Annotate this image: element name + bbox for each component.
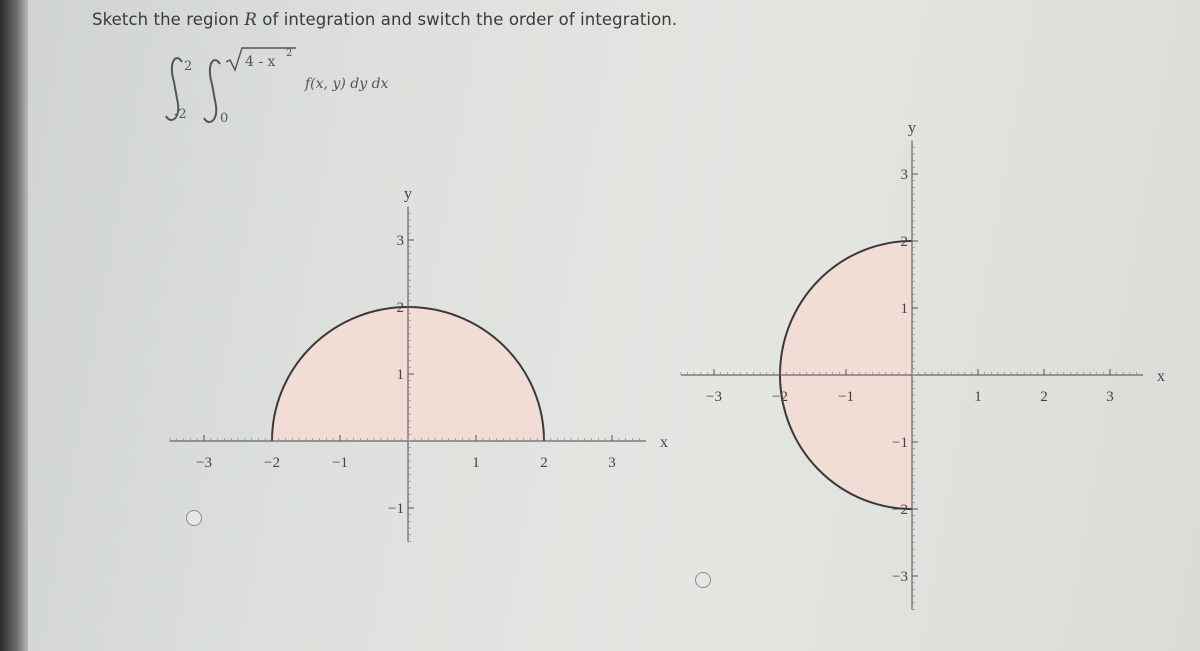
graph-choice-b (700, 119, 1170, 609)
integrand: f(x, y) dy dx (305, 76, 389, 92)
y-tick-label: 3 (396, 233, 404, 249)
inner-integral-sign (204, 60, 220, 122)
prompt-suffix: of integration and switch the order of integration. (256, 10, 678, 29)
prompt-prefix: Sketch the region (92, 10, 245, 29)
y-tick-label: −3 (892, 569, 908, 585)
y-tick-label: −2 (892, 502, 908, 518)
x-axis-label: x (660, 434, 668, 451)
y-tick-label: 1 (396, 367, 404, 383)
outer-lower-limit: -2 (174, 107, 187, 122)
x-tick-label: 3 (608, 455, 616, 471)
x-tick-label: −3 (196, 455, 212, 471)
x-tick-label: 2 (540, 455, 548, 471)
y-tick-label: 3 (900, 167, 908, 183)
y-tick-label: 2 (396, 300, 404, 316)
x-tick-label: −1 (838, 389, 854, 405)
y-tick-label: 2 (900, 234, 908, 250)
y-axis-label: y (404, 185, 412, 203)
x-tick-label: 2 (1040, 389, 1048, 405)
monitor-bezel (0, 0, 28, 651)
double-integral (160, 42, 460, 132)
y-axis-label: y (908, 119, 916, 137)
inner-upper-exponent: 2 (286, 48, 293, 59)
y-tick-label: 1 (900, 301, 908, 317)
x-tick-label: −3 (706, 389, 722, 405)
y-tick-label: −1 (388, 501, 404, 517)
inner-lower-limit: 0 (220, 111, 229, 126)
x-tick-label: 1 (974, 389, 982, 405)
x-tick-label: 3 (1106, 389, 1114, 405)
graph-choice-a (190, 185, 668, 544)
y-tick-label: −1 (892, 435, 908, 451)
x-tick-label: −1 (332, 455, 348, 471)
region-symbol: R (244, 10, 257, 29)
question-prompt (92, 10, 677, 29)
x-axis-label: x (1157, 368, 1165, 385)
outer-upper-limit: 2 (184, 59, 193, 74)
x-tick-label: 1 (472, 455, 480, 471)
x-tick-label: −2 (772, 389, 788, 405)
x-tick-label: −2 (264, 455, 280, 471)
inner-upper-limit: 4 - x (245, 54, 276, 70)
